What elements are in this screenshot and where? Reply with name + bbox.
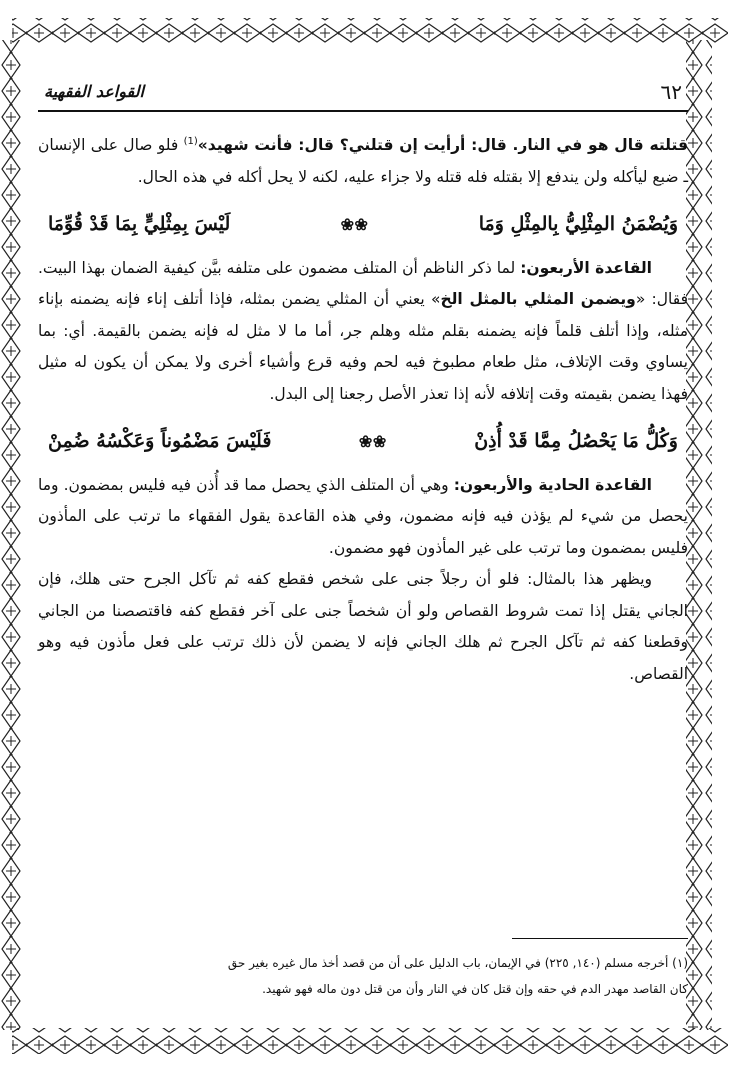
verse-2-first-hemistich: وَكُلُّ مَا يَحْصُلُ مِمَّا قَدْ أُذِنْ [474, 430, 678, 453]
page-body [38, 126, 688, 690]
paragraph-1 [38, 126, 688, 193]
page-number: ٦٢ [660, 80, 682, 104]
footnote-line-1: (١) أخرجه مسلم (١٤٠, ٢٢٥) في الإيمان، باب الدليل على أن من قصد أخذ مال غيره بغير حق [227, 956, 688, 970]
verse-2-second-hemistich: فَلَيْسَ مَضْمُوناً وَعَكْسُهُ ضُمِنْ [48, 430, 272, 453]
header-rule [38, 110, 688, 112]
hadith-quote: قتلته قال هو في النار. قال: أرأيت إن قتلني؟ قال: فأنت شهيد» [197, 136, 688, 155]
footnote-line-2: كان القاصد مهدر الدم في حقه وإن قتل كان في النار وأن من قتل دون ماله فهو شهيد. [262, 982, 688, 996]
paragraph-2 [38, 253, 688, 411]
verse-1-second-hemistich: لَيْسَ بِمِثْلِيٍّ بِمَا قَدْ قُوِّمَا [48, 213, 231, 236]
rule-label: القاعدة الأربعون: [520, 258, 652, 277]
paragraph-2-text-a: لما ذكر الناظم أن المتلف مضمون على متلفه بيَّن كيفية الضمان بهذا البيت. فقال: « [38, 258, 688, 309]
page-header [38, 80, 688, 108]
verse-1 [48, 209, 678, 241]
verse-2 [48, 426, 678, 458]
rule-label: القاعدة الحادية والأربعون: [453, 475, 652, 494]
verse-separator-icon: ❀❀ [358, 432, 387, 452]
verse-1-first-hemistich: وَيُضْمَنُ المِثْلِيُّ بِالمِثْلِ وَمَا [478, 213, 678, 236]
footnote-ref[interactable]: (1) [183, 136, 198, 147]
running-title: القواعد الفقهية [44, 82, 144, 101]
paragraph-1-text: فلو صال على الإنسان ـ ضبع ليأكله ولن يندفع إلا بقتله فله قتله ولا جزاء عليه، لكنه لا يحل أكله في هذه الحال. [38, 136, 688, 186]
footnote [38, 950, 688, 1002]
paragraph-4: ويظهر هذا بالمثال: فلو أن رجلاً جنى على شخص فقطع كفه ثم تآكل الجرح حتى هلك، فإن الجاني يقتل إذا تمت شروط القصاص ولو أن شخصاً جنى على آخر فقطع كفه فاقتصصنا من الجاني وقطعنا كفه ثم تآكل الجرح ثم هلك الجاني فإنه لا يضمن لأن ذلك ترتب على فعل مأذون فيه وهو القصاص. [38, 570, 688, 683]
paragraph-2-text-b: » يعني أن المثلي يضمن بمثله، فإذا أتلف إناء فإنه يضمنه بإناء مثله، وإذا أتلف قلماً فإنه يضمنه بقلم مثله وهلم جر، أما ما لا مثل له فإنه يضمن بالقيمة. أي: بما يساوي وقت الإتلاف، مثل طعام مطبوخ فيه لحم وفيه قرع وأشياء أخرى ولا يمكن أن يكون له مثيل فهذا يضمن بقيمته وقت إتلافه لأنه إذا تعذر الأصل رجعنا إلى البدل. [38, 290, 688, 403]
paragraph-3-text: وهي أن المتلف الذي يحصل مما قد أُذن فيه فليس بمضمون. وما يحصل من شيء لم يؤذن فيه فإنه مضمون، وفي هذه القاعدة يقول الفقهاء ما ترتب على المأذون فليس بمضمون وما ترتب على غير المأذون فهو مضمون. [38, 475, 688, 557]
paragraph-3 [38, 470, 688, 565]
footnote-rule [512, 938, 688, 939]
verse-separator-icon: ❀❀ [340, 215, 369, 235]
quoted-verse: ويضمن المثلي بالمثل الخ [440, 290, 636, 309]
